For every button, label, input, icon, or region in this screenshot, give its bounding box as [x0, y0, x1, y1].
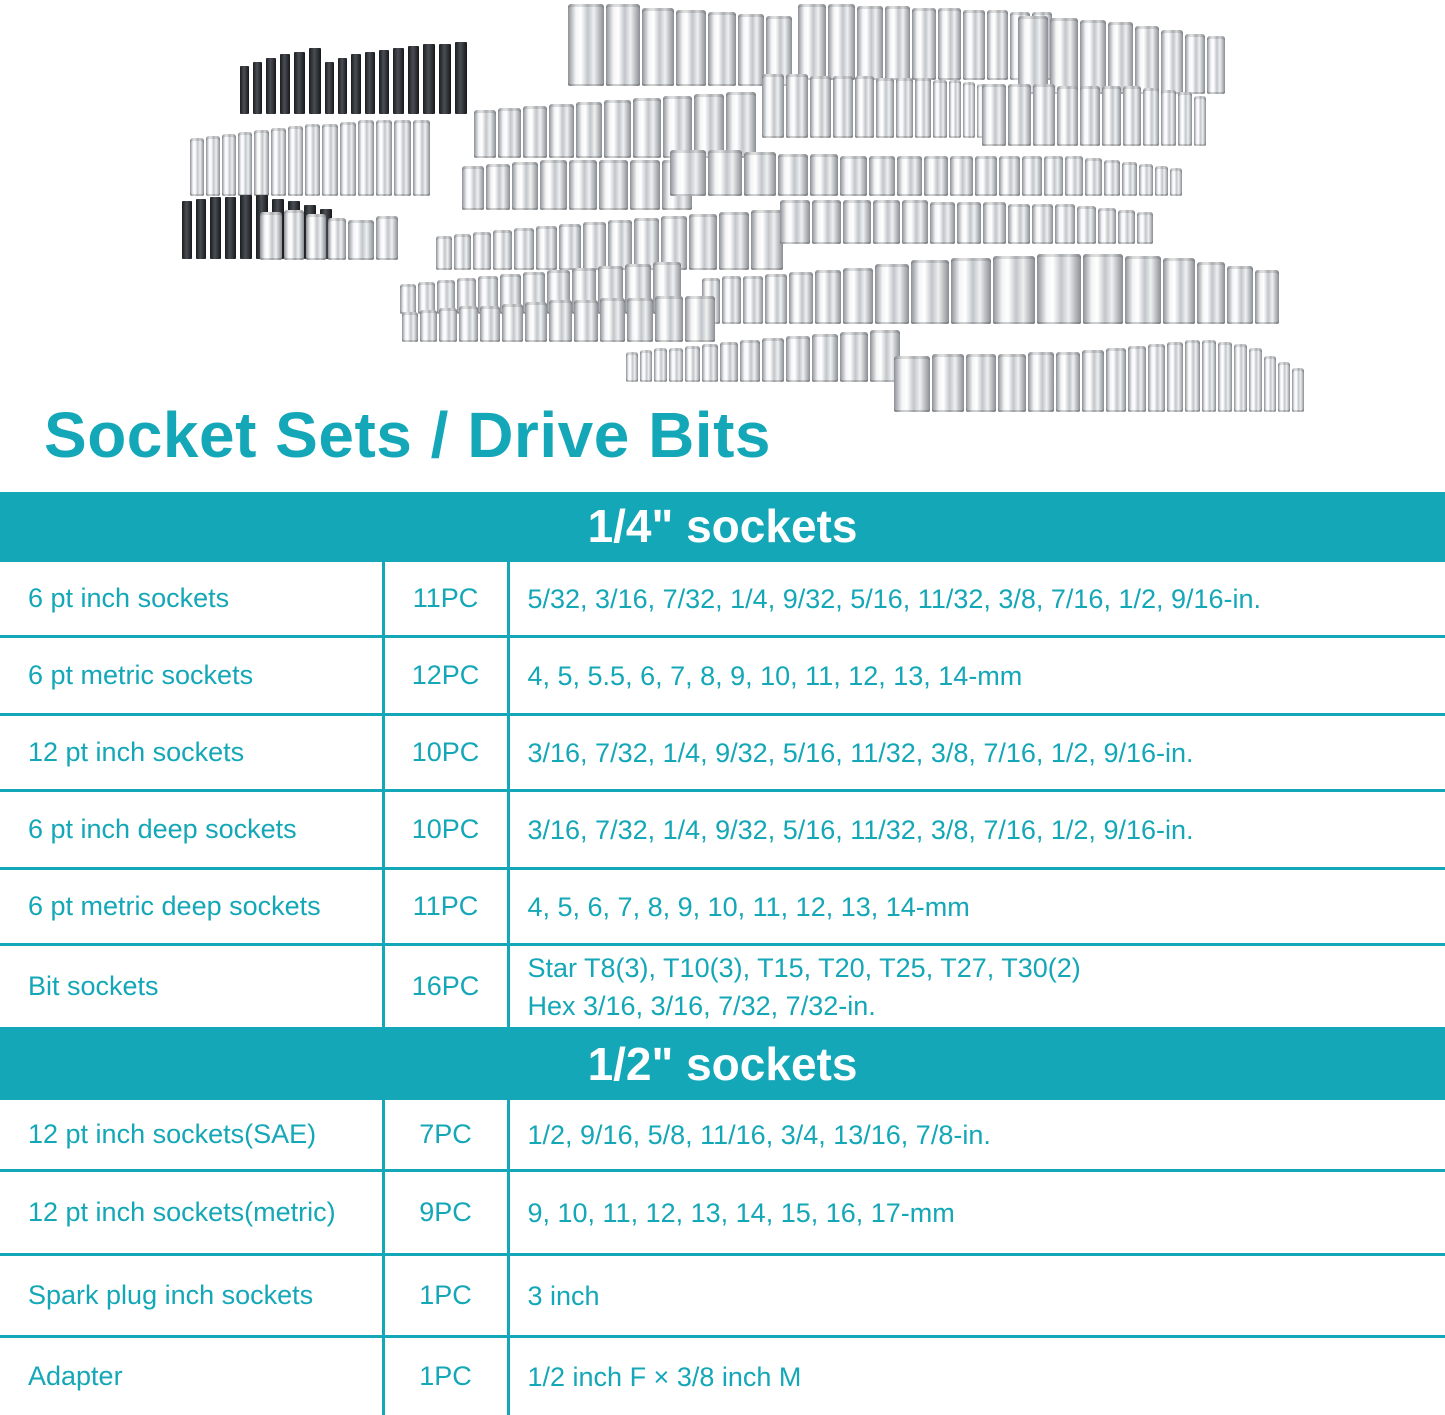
section-header: 1/4" sockets [0, 492, 1445, 561]
hex-bit-sockets-upper [240, 42, 471, 114]
shallow-sockets-row-5 [780, 200, 1155, 244]
item-name: 6 pt metric sockets [0, 637, 383, 715]
shallow-sockets-row-3 [670, 150, 1184, 196]
table-row [0, 1337, 1445, 1415]
item-sizes [508, 1255, 1445, 1337]
section-header-row [0, 492, 1445, 561]
bit-socket [240, 42, 471, 114]
item-quantity: 12PC [383, 637, 508, 715]
table-row [0, 945, 1445, 1029]
table-row [0, 715, 1445, 791]
item-quantity: 1PC [383, 1337, 508, 1415]
size-line: 3/16, 7/32, 1/4, 9/32, 5/16, 11/32, 3/8, 7/16, 1/2, 9/16-in. [528, 734, 1445, 772]
table-row [0, 791, 1445, 869]
size-line: 9, 10, 11, 12, 13, 14, 15, 16, 17-mm [528, 1194, 1445, 1232]
sockets-bottom-right-row [894, 340, 1306, 412]
item-quantity: 10PC [383, 715, 508, 791]
small-sockets-bottom-row [626, 330, 902, 382]
deep-sockets-top-b [798, 4, 1054, 80]
item-sizes [508, 791, 1445, 869]
item-name: 12 pt inch sockets(metric) [0, 1171, 383, 1255]
item-name: 12 pt inch sockets [0, 715, 383, 791]
item-name: 6 pt inch deep sockets [0, 791, 383, 869]
large-sockets-row [702, 254, 1281, 324]
size-line: 1/2, 9/16, 5/8, 11/16, 3/4, 13/16, 7/8-in. [528, 1116, 1445, 1154]
item-sizes [508, 1171, 1445, 1255]
item-sizes [508, 1337, 1445, 1415]
item-name: Spark plug inch sockets [0, 1255, 383, 1337]
size-line: 4, 5, 6, 7, 8, 9, 10, 11, 12, 13, 14-mm [528, 888, 1445, 926]
item-sizes [508, 637, 1445, 715]
small-sockets-left [260, 210, 400, 260]
item-name: 6 pt inch sockets [0, 561, 383, 637]
section-header-row [0, 1029, 1445, 1099]
item-quantity: 16PC [383, 945, 508, 1029]
size-line: 4, 5, 5.5, 6, 7, 8, 9, 10, 11, 12, 13, 14-mm [528, 657, 1445, 695]
item-quantity: 7PC [383, 1099, 508, 1171]
shallow-sockets-row-1 [474, 92, 758, 158]
deep-sockets-top-a [568, 4, 794, 86]
item-sizes [508, 715, 1445, 791]
deep-sockets-mid-b [982, 84, 1208, 146]
table-row [0, 561, 1445, 637]
deep-sockets-mid-a [762, 74, 990, 138]
item-quantity: 1PC [383, 1255, 508, 1337]
page-title: Socket Sets / Drive Bits [44, 398, 771, 472]
size-line: 3 inch [528, 1277, 1445, 1315]
table-row [0, 1099, 1445, 1171]
size-line: Hex 3/16, 3/16, 7/32, 7/32-in. [528, 987, 1445, 1025]
size-line: Star T8(3), T10(3), T15, T20, T25, T27, T30(2) [528, 949, 1445, 987]
item-name: 6 pt metric deep sockets [0, 869, 383, 945]
item-quantity: 9PC [383, 1171, 508, 1255]
item-quantity: 11PC [383, 869, 508, 945]
section-header: 1/2" sockets [0, 1029, 1445, 1099]
item-sizes [508, 869, 1445, 945]
table-row [0, 869, 1445, 945]
size-line: 5/32, 3/16, 7/32, 1/4, 9/32, 5/16, 11/32, 3/8, 7/16, 1/2, 9/16-in. [528, 580, 1445, 618]
table-row [0, 1255, 1445, 1337]
item-quantity: 10PC [383, 791, 508, 869]
item-name: 12 pt inch sockets(SAE) [0, 1099, 383, 1171]
size-line: 1/2 inch F × 3/8 inch M [528, 1358, 1445, 1396]
item-quantity: 11PC [383, 561, 508, 637]
item-sizes [508, 1099, 1445, 1171]
item-name: Bit sockets [0, 945, 383, 1029]
item-sizes [508, 945, 1445, 1029]
table-row [0, 637, 1445, 715]
item-name: Adapter [0, 1337, 383, 1415]
spec-table [0, 492, 1445, 1415]
item-sizes [508, 561, 1445, 637]
table-row [0, 1171, 1445, 1255]
size-line: 3/16, 7/32, 1/4, 9/32, 5/16, 11/32, 3/8, 7/16, 1/2, 9/16-in. [528, 811, 1445, 849]
shallow-sockets-row-2 [462, 160, 694, 210]
star-bit-sockets [190, 120, 432, 196]
deep-sockets-top-c [1018, 16, 1227, 94]
